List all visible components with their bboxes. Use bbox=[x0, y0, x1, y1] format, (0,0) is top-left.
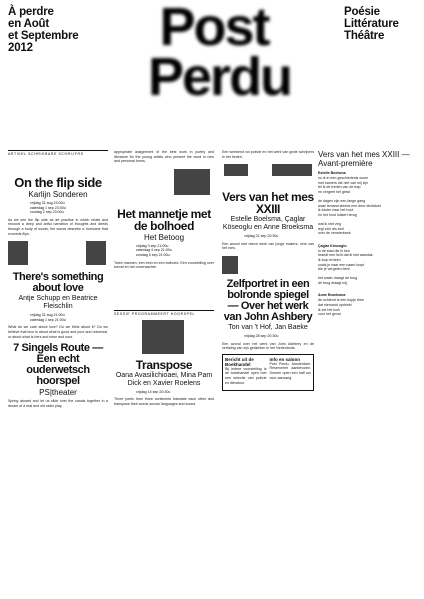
event-body: Een avond met nieuw werk van jonge makers, vers van het mes. bbox=[222, 241, 314, 251]
event-photo bbox=[174, 169, 210, 195]
info-note bbox=[270, 357, 312, 388]
poem-line: in de stad die ik ken bbox=[318, 248, 350, 253]
event-photo bbox=[142, 320, 184, 354]
poem-line: dat niemand opdrinkt bbox=[318, 303, 352, 308]
column-2 bbox=[114, 150, 214, 593]
event-dates: vrijdag 28 sep 20:30u bbox=[244, 333, 279, 338]
info-box bbox=[222, 354, 314, 391]
event-subtitle: PS|theater bbox=[39, 388, 77, 398]
section-label: SESSIE PROGRAMMEERT HOORSPEL bbox=[114, 310, 214, 316]
event-photo bbox=[272, 164, 312, 176]
event-item bbox=[8, 272, 108, 339]
event-body: Een avond over het werk van John Ashbery en de vertaling van zijn gedichten in het Nederlands. bbox=[222, 341, 314, 351]
section-label: ARTIKEL SCHRIKBARE SCHRIJFRS bbox=[8, 150, 108, 156]
poem-line: en vergeet het getal bbox=[318, 189, 350, 194]
event-photo bbox=[222, 256, 238, 274]
poem-line: ik zet het toch bbox=[318, 307, 341, 312]
header-left-line: À perdre bbox=[8, 6, 54, 18]
column-4 bbox=[318, 150, 420, 593]
event-item bbox=[114, 316, 214, 407]
header-left-line: et Septembre bbox=[8, 30, 79, 42]
event-subtitle: Oana Avasilichioaei, Mina Pam Dick en Xavier Roelens bbox=[115, 371, 213, 387]
event-dates: vrijdag 31 aug 21:00u zaterdag 1 sep 21:00u bbox=[30, 313, 66, 322]
poem-line: die je vergeten bent bbox=[318, 267, 350, 272]
event-dates: vrijdag 14 sep 20:30u bbox=[136, 389, 171, 394]
event-title: 7 Singels Route — Een echt ouderwetsch hoorspel bbox=[13, 342, 103, 388]
event-photo bbox=[86, 241, 106, 265]
poem-line: wat ik niet zeg bbox=[318, 221, 341, 226]
event-dates: vrijdag 3 sep 21:00u zaterdag 4 sep 21:00u zondag 5 sep 21:00u bbox=[136, 243, 172, 257]
info-title: Info en saloon bbox=[269, 356, 301, 362]
event-item bbox=[8, 176, 108, 272]
event-item bbox=[222, 254, 314, 351]
event-body: As we see the flip side as art practise in which relate and recount a deep and artful narration of thoughts and deeds through a body of words, the words describe a hurricane that exceeds flips. bbox=[8, 217, 108, 236]
info-box-columns bbox=[225, 357, 311, 388]
event-photo bbox=[224, 164, 248, 176]
event-body: Three poets from three continents translate each other and transpose their words across languages and sound. bbox=[114, 397, 214, 406]
bookshop-body: Bij iedere voorstelling is de boekhandel open met een selectie van poëzie en literatuur. bbox=[225, 366, 267, 385]
intro-text: appropriate assignment of the best work in poetry and literature for the young artists who present the word in new and personal forms. bbox=[114, 150, 214, 164]
event-dates: vrijdag 21 sep 20:30u bbox=[244, 234, 279, 239]
poem-line: nu ik in een geschiedenis woon bbox=[318, 176, 368, 180]
poem-line: ik loop erheen bbox=[318, 257, 341, 262]
event-item bbox=[114, 208, 214, 270]
intro-text: Een weekend vol poëzie en het werk van grote schrijvers in het heden. bbox=[222, 150, 314, 159]
event-title: Het mannetje met de bolhoed bbox=[117, 206, 211, 233]
poems-heading: Vers van het mes XXIII — Avant-première bbox=[318, 150, 410, 168]
poem-line: voor het geval bbox=[318, 312, 341, 317]
event-title: There's something about love bbox=[12, 271, 104, 295]
poem-line: en het hout luistert terug bbox=[318, 212, 357, 217]
header-left-line: en Août bbox=[8, 18, 49, 30]
event-title: Transpose bbox=[135, 357, 193, 372]
poet-name: Çaglar Köseoglu bbox=[318, 243, 347, 248]
event-title: On the flip side bbox=[14, 175, 102, 190]
header-genres bbox=[344, 6, 399, 42]
poet-name: Anne Broeksma bbox=[318, 293, 346, 298]
brand-line: Perdu bbox=[148, 47, 292, 107]
bookshop-note bbox=[225, 357, 267, 388]
event-body: What do we care about love? Do we think about it? Do we believe that love is about what is good and pure and universal, or about what is hers and mine and ours. bbox=[8, 325, 108, 339]
brand-line: Post bbox=[159, 0, 269, 57]
column-3 bbox=[222, 150, 314, 593]
event-title: Vers van het mes XXIII bbox=[222, 190, 314, 217]
header-right-line: Littérature bbox=[344, 18, 399, 30]
header-right-line: Poésie bbox=[344, 6, 380, 18]
brand-logo bbox=[148, 0, 292, 107]
poem-line: zoals je naar een naam loopt bbox=[318, 262, 365, 267]
event-subtitle: Antje Schupp en Beatrice Fleischlin bbox=[18, 295, 98, 311]
event-body: Twee mannen, een trein en een bolhoed. Een voorstelling over toeval en het onverwachte. bbox=[114, 260, 214, 270]
poem-line: waar iemand steeds een deur dichtdoet bbox=[318, 203, 381, 208]
column-1 bbox=[8, 150, 108, 593]
event-subtitle: Estelle Boelsma, Çaglar Köseoglu en Anne Broeksma bbox=[222, 216, 314, 232]
bookshop-title: Bericht uit de Boekhandel bbox=[225, 356, 254, 367]
poem-line: het water draagt de brug bbox=[318, 276, 358, 281]
header-left-line: 2012 bbox=[8, 42, 33, 54]
event-photo bbox=[8, 241, 28, 265]
poet-name: Estelle Boelsma bbox=[318, 171, 346, 175]
poem-line: brandt een licht dat ik niet aanstak bbox=[318, 253, 373, 258]
event-subtitle: Het Betoog bbox=[143, 232, 185, 242]
poem-line: legt zich als stof bbox=[318, 226, 344, 231]
info-body: Post Perdu, Amsterdam. Reserveren aanbevolen. Deuren open een half uur voor aanvang. bbox=[269, 361, 311, 380]
event-subtitle: Karlijn Sonderen bbox=[28, 190, 88, 199]
event-body: Spring aboard and let us slide over the canals together in a dream of a real and old radio play. bbox=[8, 399, 108, 408]
event-dates: vrijdag 31 aug 23:00u zaterdag 1 sep 23:00u zondag 2 sep 23:00u bbox=[30, 201, 66, 215]
event-title: Zelfportret in een bolronde spiegel — Over het werk van John Ashbery bbox=[223, 277, 313, 323]
event-subtitle: Ton van 't Hof, Jan Baeke bbox=[228, 323, 308, 331]
poem-line: de dagen zijn een lange gang bbox=[318, 198, 366, 203]
poem-line: de brug draagt mij bbox=[318, 280, 347, 285]
poem-line: tel ik de treden van de trap bbox=[318, 185, 361, 190]
header-right-line: Théâtre bbox=[344, 30, 385, 42]
header-dates bbox=[8, 6, 78, 54]
event-item bbox=[222, 191, 314, 251]
poem-line: de ochtend is een kopje thee bbox=[318, 298, 364, 303]
poem-line: over de vensterbank bbox=[318, 231, 351, 236]
poem-line: ik luister naar het hout bbox=[318, 208, 354, 213]
poem-line: met kamers die niet van mij zijn bbox=[318, 180, 369, 185]
event-item bbox=[8, 343, 108, 408]
